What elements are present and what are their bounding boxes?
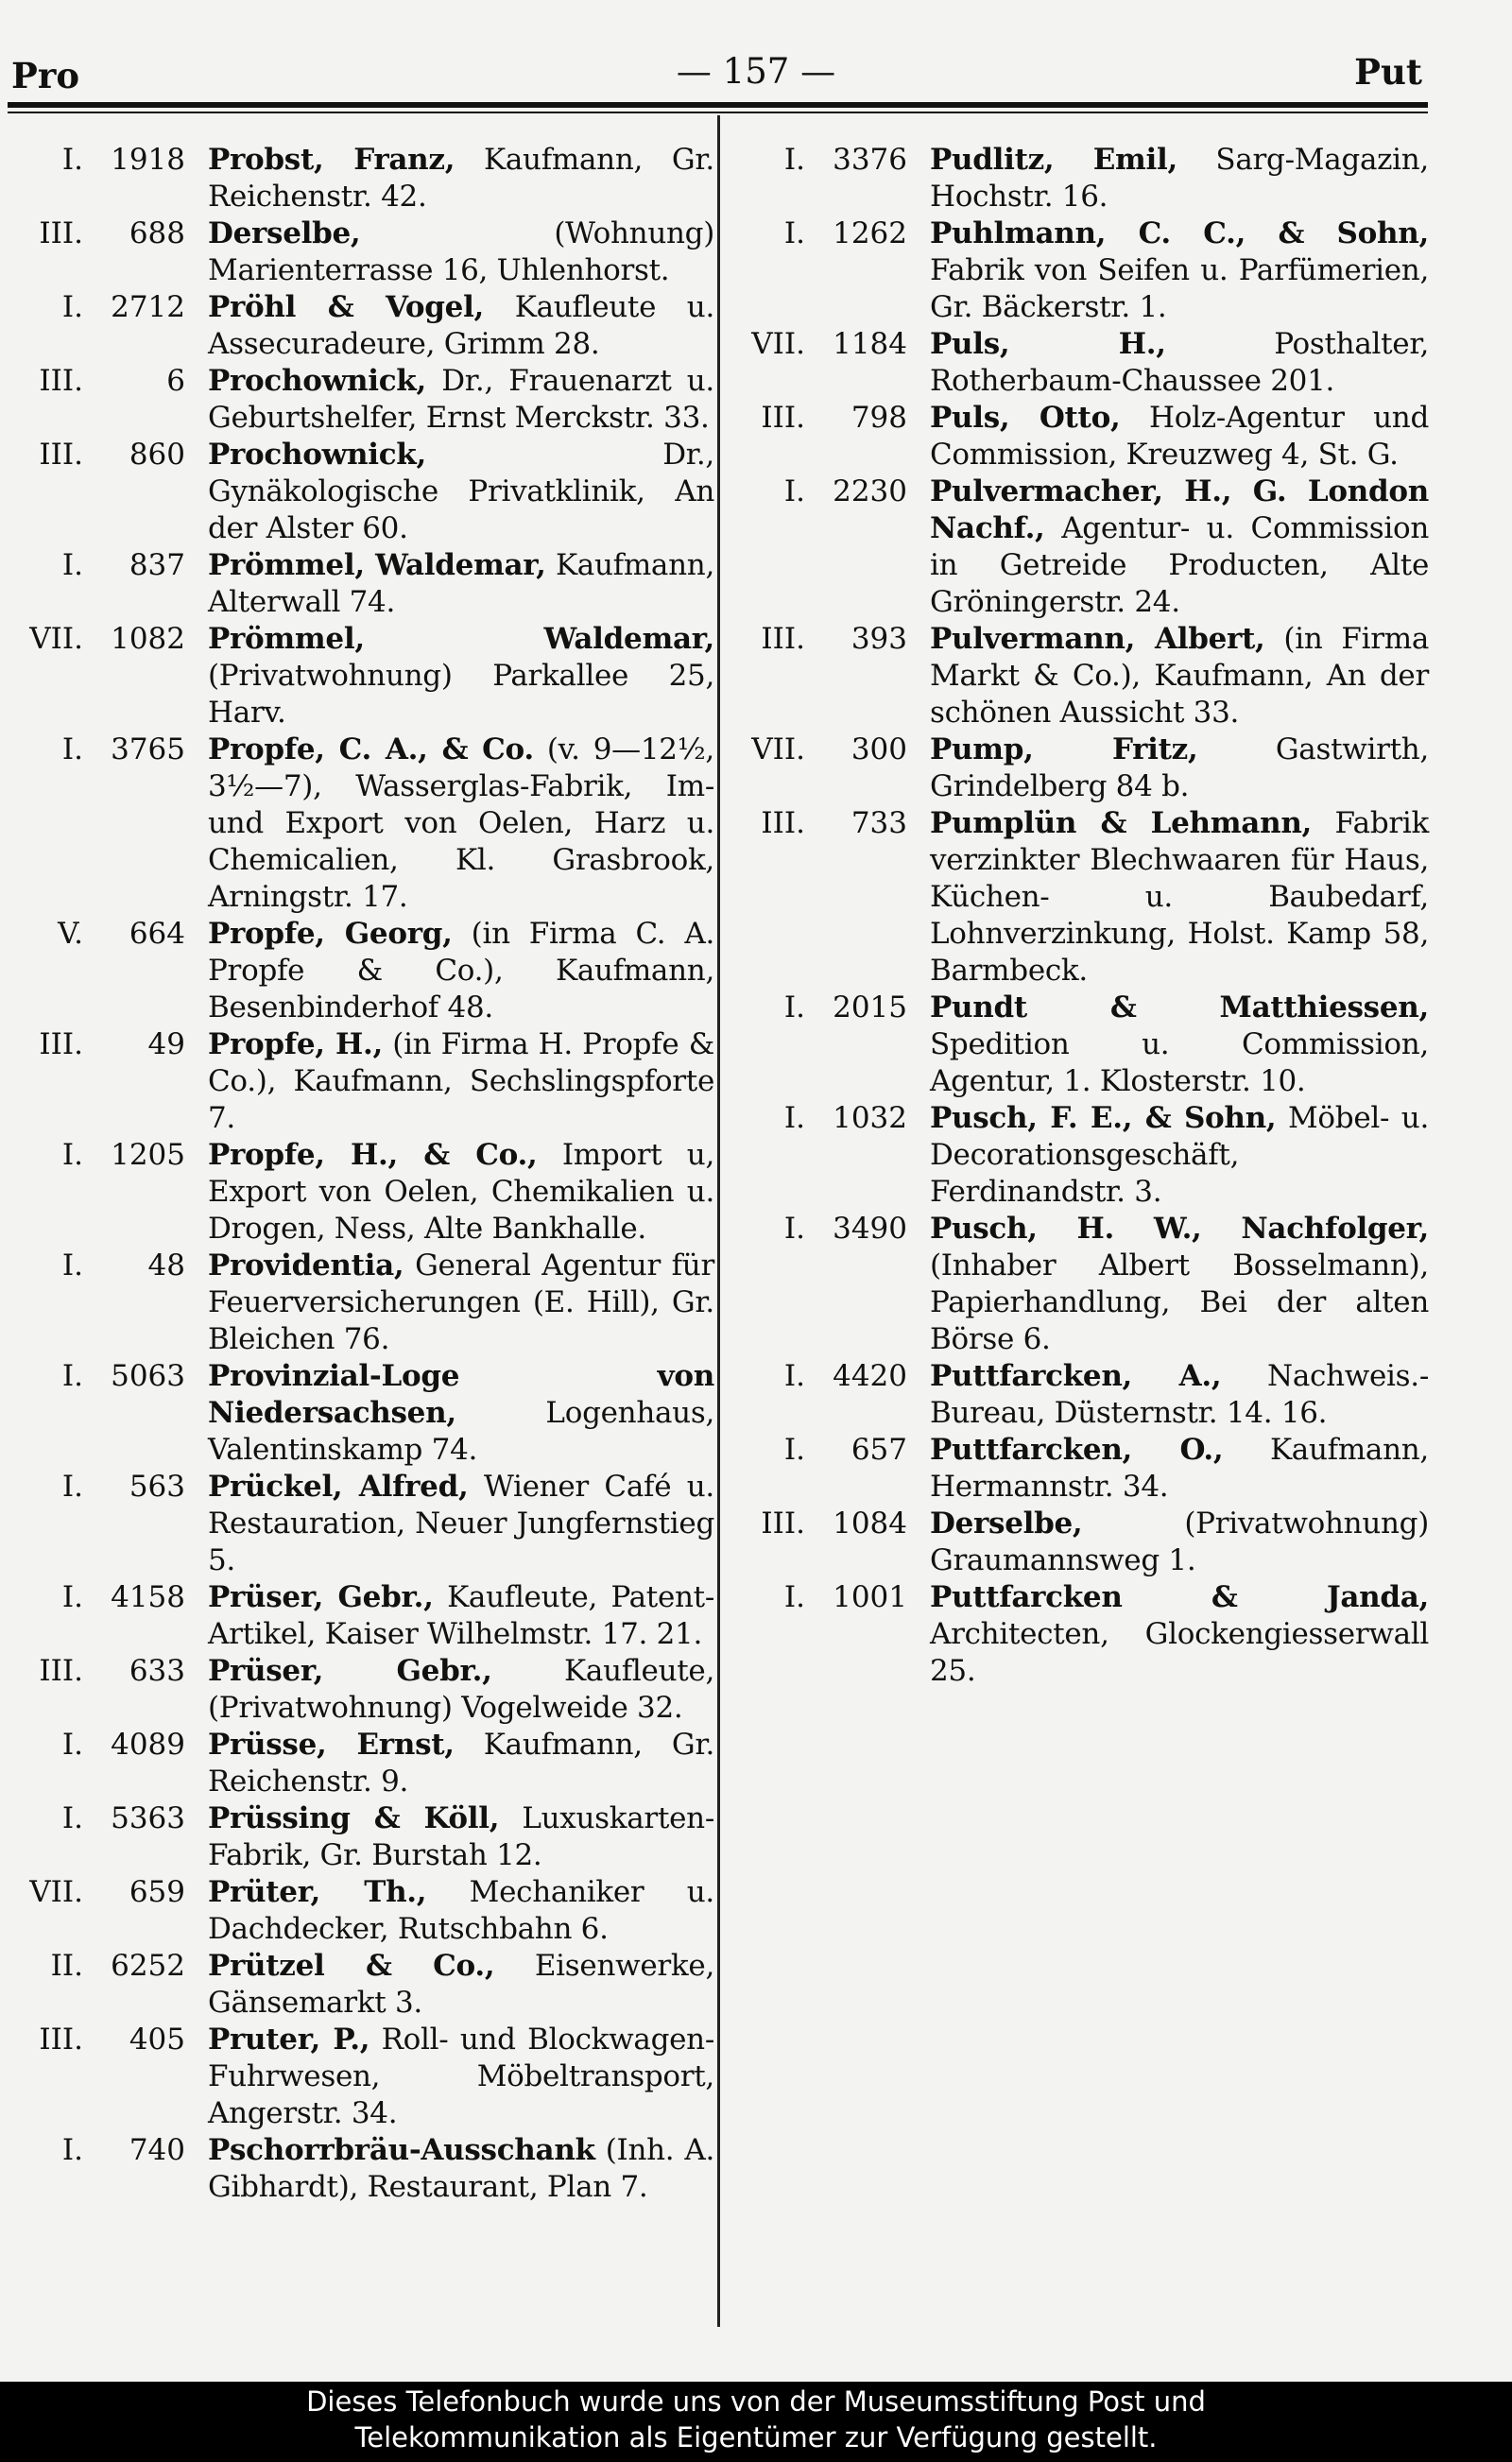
entry-name: Pruter, P., [208,2023,370,2057]
entry-text [930,142,1429,215]
entry-phone-number [730,400,930,437]
entry-details: (Inh. A. Gibhardt), Restaurant, Plan 7. [208,2133,714,2204]
entry-text [208,1579,714,1653]
entry-phone-number [8,1727,208,1764]
entry-details: Wiener Café u. Restauration, Neuer Jungfernstieg 5. [208,1470,714,1577]
entry-district: III. [39,1027,83,1061]
entry-phone-number [8,1358,208,1395]
entry-name: Propfe, H., [208,1027,383,1061]
entry-text [208,2022,714,2132]
entry-name: Prochownick, [208,364,426,398]
entry-text [208,1653,714,1727]
right-column [730,142,1429,1690]
entry-number: 6 [166,364,185,398]
entry-text [208,142,714,215]
entry-phone-number [8,732,208,768]
directory-entry [730,1211,1429,1358]
entry-district: I. [61,548,83,582]
directory-entry [8,437,714,547]
entry-name: Puhlmann, C. C., & Sohn, [930,216,1429,250]
entry-district: I. [61,732,83,766]
entry-district: I. [61,143,83,177]
directory-entry [8,142,714,215]
directory-entry [730,326,1429,400]
entry-district: I. [61,2133,83,2167]
entry-phone-number [8,1800,208,1837]
entry-district: I. [783,990,805,1024]
entry-number: 664 [129,917,185,951]
entry-details: Import u, Export von Oelen, Chemikalien u. Drogen, Ness, Alte Bankhalle. [208,1138,715,1246]
entry-details: Posthalter, Rotherbaum-Chaussee 201. [930,327,1429,398]
entry-details: (in Firma H. Propfe & Co.), Kaufmann, Sechslingspforte 7. [208,1027,714,1135]
entry-text [208,289,714,363]
entry-details: Fabrik verzinkter Blechwaaren für Haus, Küchen- u. Baubedarf, Lohnverzinkung, Holst. Kamp 58, Barmbeck. [930,806,1429,988]
entry-text [208,1800,714,1874]
entry-details: (in Firma C. A. Propfe & Co.), Kaufmann, Besenbinderhof 48. [208,917,714,1024]
entry-details: Fabrik von Seifen u. Parfümerien, Gr. Bäckerstr. 1. [930,253,1429,324]
directory-entry [8,732,714,916]
entry-name: Puls, Otto, [930,401,1121,435]
entry-name: Puttfarcken, O., [930,1433,1224,1467]
entry-details: (Wohnung) Marienterrasse 16, Uhlenhorst. [208,216,714,287]
entry-name: Prüser, Gebr., [208,1654,492,1688]
entry-text [208,621,714,732]
entry-details: (v. 9—12½, 3½—7), Wasserglas-Fabrik, Im- und Export von Oelen, Harz u. Chemicalien, Kl. Grasbrook, Arningstr. 17. [208,732,714,914]
entry-district: I. [61,1580,83,1614]
directory-entry [8,916,714,1026]
directory-entry [730,1579,1429,1690]
entry-details: (in Firma Markt & Co.), Kaufmann, An der schönen Aussicht 33. [930,622,1429,730]
directory-entry [8,1874,714,1948]
entry-text [930,1211,1429,1358]
entry-district: I. [783,216,805,250]
entry-text [208,547,714,621]
entry-name: Providentia, [208,1248,404,1283]
entry-district: I. [783,1359,805,1393]
entry-phone-number [8,1874,208,1911]
entry-district: III. [761,806,805,840]
entry-district: III. [761,401,805,435]
entry-details: Architecten, Glockengiesserwall 25. [930,1617,1429,1688]
directory-entry [730,805,1429,990]
entry-text [208,215,714,289]
entry-number: 860 [129,438,185,472]
entry-name: Prömmel, Waldemar, [208,548,546,582]
entry-phone-number [8,437,208,473]
entry-district: VII. [751,732,805,766]
entry-text [208,2132,714,2206]
entry-name: Pusch, H. W., Nachfolger, [930,1212,1429,1246]
entry-phone-number [8,215,208,252]
entry-district: III. [761,622,805,656]
entry-details: Dr., Frauenarzt u. Geburtshelfer, Ernst Merckstr. 33. [208,364,714,435]
entry-text [930,1358,1429,1432]
entry-phone-number [730,621,930,658]
entry-number: 659 [129,1875,185,1909]
entry-details: (Inhaber Albert Bosselmann), Papierhandlung, Bei der alten Börse 6. [930,1248,1429,1356]
entry-text [208,732,714,916]
footer-line-2: Telekommunikation als Eigentümer zur Verfügung gestellt. [354,2421,1158,2453]
entry-details: Kaufleute, Patent-Artikel, Kaiser Wilhelmstr. 17. 21. [208,1580,714,1651]
entry-name: Prützel & Co., [208,1949,495,1983]
entry-details: Kaufleute, (Privatwohnung) Vogelweide 32. [208,1654,714,1725]
header-rule-thin [8,112,1428,113]
entry-phone-number [730,1211,930,1248]
entry-name: Pundt & Matthiessen, [930,990,1429,1024]
footer-line-1: Dieses Telefonbuch wurde uns von der Museumsstiftung Post und [306,2385,1206,2418]
directory-entry [8,2022,714,2132]
entry-district: VII. [29,1875,83,1909]
entry-phone-number [730,1358,930,1395]
entry-number: 688 [129,216,185,250]
entry-number: 2015 [833,990,907,1024]
entry-district: III. [39,216,83,250]
entry-name: Provinzial-Loge von Niedersachsen, [208,1359,714,1430]
entry-name: Prüsse, Ernst, [208,1728,455,1762]
entry-district: I. [61,1138,83,1172]
entry-text [208,437,714,547]
entry-text [930,1432,1429,1506]
entry-number: 1205 [111,1138,185,1172]
entry-text [930,805,1429,990]
entry-district: I. [61,1248,83,1283]
entry-text [208,1874,714,1948]
entry-district: I. [61,290,83,324]
entry-text [930,990,1429,1100]
entry-text [208,1727,714,1800]
entry-details: Logenhaus, Valentinskamp 74. [208,1396,714,1467]
entry-phone-number [8,547,208,584]
entry-name: Derselbe, [930,1506,1083,1541]
entry-details: Kaufmann, Alterwall 74. [208,548,714,619]
entry-number: 1262 [833,216,907,250]
entry-text [930,473,1429,621]
entry-phone-number [8,2132,208,2169]
directory-entry [8,1026,714,1137]
directory-entry [730,400,1429,473]
entry-details: Gastwirth, Grindelberg 84 b. [930,732,1429,803]
directory-entry [730,990,1429,1100]
entry-number: 4158 [111,1580,185,1614]
entry-name: Pulvermann, Albert, [930,622,1265,656]
entry-text [208,363,714,437]
entry-phone-number [730,1506,930,1542]
entry-phone-number [8,1248,208,1284]
directory-entry [730,732,1429,805]
entry-phone-number [8,1948,208,1985]
entry-details: Sarg-Magazin, Hochstr. 16. [930,143,1429,214]
entry-number: 6252 [111,1949,185,1983]
directory-entry [8,1358,714,1469]
entry-details: Kaufmann, Gr. Reichenstr. 9. [208,1728,714,1799]
entry-number: 740 [129,2133,185,2167]
entry-district: I. [783,1580,805,1614]
entry-text [930,1579,1429,1690]
entry-name: Propfe, H., & Co., [208,1138,538,1172]
directory-entry [8,1469,714,1579]
directory-entry [730,1506,1429,1579]
entry-phone-number [8,621,208,658]
entry-text [208,1248,714,1358]
entry-details: Eisenwerke, Gänsemarkt 3. [208,1949,715,2020]
page-number: — 157 — [676,51,836,92]
entry-text [208,1469,714,1579]
entry-phone-number [8,1579,208,1616]
directory-entry [730,142,1429,215]
entry-phone-number [730,215,930,252]
directory-entry [8,215,714,289]
directory-entry [8,1653,714,1727]
entry-details: Nachweis.-Bureau, Düsternstr. 14. 16. [930,1359,1429,1430]
entry-district: I. [61,1470,83,1504]
column-divider [717,115,720,2327]
entry-number: 393 [850,622,907,656]
entry-text [208,1358,714,1469]
entry-text [930,326,1429,400]
entry-district: I. [783,1433,805,1467]
entry-text [208,1137,714,1248]
entry-phone-number [730,805,930,842]
directory-entry [8,289,714,363]
left-column [8,142,714,2206]
entry-phone-number [730,1579,930,1616]
entry-text [930,400,1429,473]
entry-number: 2712 [111,290,185,324]
header-rule-thick [8,102,1428,108]
entry-name: Probst, Franz, [208,143,455,177]
entry-number: 49 [147,1027,185,1061]
entry-name: Puls, H., [930,327,1166,361]
entry-name: Propfe, Georg, [208,917,453,951]
entry-name: Pudlitz, Emil, [930,143,1178,177]
entry-name: Pumplün & Lehmann, [930,806,1313,840]
directory-entry [8,1800,714,1874]
entry-phone-number [8,142,208,179]
directory-entry [8,2132,714,2206]
entry-district: III. [761,1506,805,1541]
entry-details: (Privatwohnung) Parkallee 25, Harv. [208,659,714,730]
entry-number: 3376 [833,143,907,177]
entry-district: I. [783,1101,805,1135]
entry-number: 1001 [833,1580,907,1614]
directory-entry [730,1358,1429,1432]
entry-number: 5363 [111,1801,185,1835]
entry-phone-number [8,1653,208,1690]
entry-number: 798 [850,401,907,435]
entry-details: Kaufmann, Gr. Reichenstr. 42. [208,143,714,214]
entry-number: 837 [129,548,185,582]
directory-entry [8,363,714,437]
entry-name: Pusch, F. E., & Sohn, [930,1101,1277,1135]
entry-district: V. [58,917,83,951]
entry-phone-number [8,916,208,953]
entry-number: 2230 [833,474,907,508]
entry-name: Pröhl & Vogel, [208,290,485,324]
entry-name: Prüssing & Köll, [208,1801,500,1835]
entry-number: 1032 [833,1101,907,1135]
entry-name: Prückel, Alfred, [208,1470,469,1504]
directory-entry [730,215,1429,326]
entry-details: (Privatwohnung) Graumannsweg 1. [930,1506,1429,1577]
entry-district: II. [50,1949,83,1983]
entry-district: III. [39,1654,83,1688]
entry-district: I. [61,1728,83,1762]
entry-phone-number [8,363,208,400]
entry-details: Spedition u. Commission, Agentur, 1. Klosterstr. 10. [930,1027,1429,1098]
entry-name: Prüter, Th., [208,1875,427,1909]
header-right-keyword: Put [1354,51,1422,93]
entry-number: 1918 [111,143,185,177]
directory-entry [8,1137,714,1248]
entry-phone-number [730,1432,930,1469]
entry-number: 3765 [111,732,185,766]
entry-number: 405 [129,2023,185,2057]
entry-details: Mechaniker u. Dachdecker, Rutschbahn 6. [208,1875,714,1946]
directory-entry [8,1579,714,1653]
entry-name: Propfe, C. A., & Co. [208,732,534,766]
directory-entry [8,621,714,732]
entry-number: 563 [129,1470,185,1504]
directory-entry [730,1100,1429,1211]
entry-phone-number [8,1026,208,1063]
entry-number: 733 [850,806,907,840]
directory-entry [8,1248,714,1358]
entry-details: Roll- und Blockwagen-Fuhrwesen, Möbeltransport, Angerstr. 34. [208,2023,714,2130]
entry-district: I. [783,474,805,508]
entry-phone-number [730,990,930,1026]
entry-district: VII. [751,327,805,361]
entry-name: Puttfarcken & Janda, [930,1580,1429,1614]
entry-details: Agentur- u. Commission in Getreide Producten, Alte Gröningerstr. 24. [930,511,1429,619]
entry-name: Prochownick, [208,438,426,472]
entry-text [208,1026,714,1137]
entry-district: I. [61,1801,83,1835]
page-header [0,42,1512,98]
entry-number: 4420 [833,1359,907,1393]
entry-details: Luxuskarten-Fabrik, Gr. Burstah 12. [208,1801,714,1872]
entry-phone-number [730,732,930,768]
entry-details: Holz-Agentur und Commission, Kreuzweg 4, St. G. [930,401,1429,472]
directory-entry [730,621,1429,732]
entry-text [930,621,1429,732]
entry-details: Kaufleute u. Assecuradeure, Grimm 28. [208,290,714,361]
entry-details: Möbel- u. Decorationsgeschäft, Ferdinandstr. 3. [930,1101,1429,1209]
entry-number: 300 [850,732,907,766]
entry-text [930,732,1429,805]
entry-text [208,1948,714,2022]
entry-number: 1082 [111,622,185,656]
entry-phone-number [8,2022,208,2058]
entry-phone-number [8,289,208,326]
entry-name: Pschorrbräu-Ausschank [208,2133,595,2167]
entry-text [930,1100,1429,1211]
entry-phone-number [8,1469,208,1506]
entry-district: III. [39,364,83,398]
entry-number: 1084 [833,1506,907,1541]
directory-entry [8,1948,714,2022]
directory-entry [730,473,1429,621]
entry-number: 1184 [833,327,907,361]
entry-number: 5063 [111,1359,185,1393]
directory-entry [8,547,714,621]
entry-details: Dr., Gynäkologische Privatklinik, An der Alster 60. [208,438,714,545]
entry-text [208,916,714,1026]
entry-phone-number [730,473,930,510]
header-left-keyword: Pro [11,55,79,96]
entry-district: I. [783,143,805,177]
entry-number: 48 [147,1248,185,1283]
directory-entry [730,1432,1429,1506]
entry-name: Derselbe, [208,216,361,250]
entry-number: 3490 [833,1212,907,1246]
directory-entry [8,1727,714,1800]
entry-number: 657 [850,1433,907,1467]
entry-details: General Agentur für Feuerversicherungen (E. Hill), Gr. Bleichen 76. [208,1248,714,1356]
entry-details: Kaufmann, Hermannstr. 34. [930,1433,1429,1504]
entry-text [930,215,1429,326]
entry-name: Prüser, Gebr., [208,1580,434,1614]
entry-district: I. [61,1359,83,1393]
entry-name: Pulvermacher, H., G. London Nachf., [930,474,1429,545]
entry-district: III. [39,438,83,472]
entry-name: Pump, Fritz, [930,732,1198,766]
entry-phone-number [730,1100,930,1137]
entry-phone-number [730,142,930,179]
entry-district: III. [39,2023,83,2057]
entry-name: Puttfarcken, A., [930,1359,1222,1393]
footer-notice [0,2382,1512,2462]
entry-phone-number [8,1137,208,1174]
entry-number: 4089 [111,1728,185,1762]
entry-district: I. [783,1212,805,1246]
entry-number: 633 [129,1654,185,1688]
entry-phone-number [730,326,930,363]
entry-text [930,1506,1429,1579]
entry-district: VII. [29,622,83,656]
entry-name: Prömmel, Waldemar, [208,622,714,656]
